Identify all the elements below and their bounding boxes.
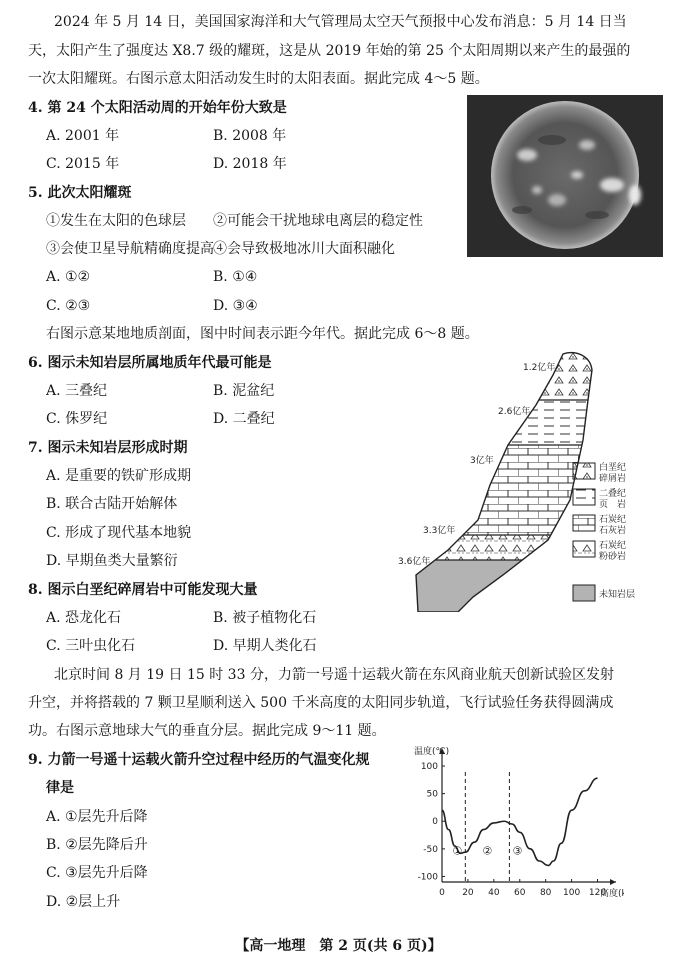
x-tick-label-6: 120 [588,888,607,898]
q7-option-a[interactable]: A. 是重要的铁矿形成期 [46,468,192,484]
geology-profile-diagram [398,350,672,612]
age-label-3: 3亿年 [470,456,494,466]
age-label-4: 3.3亿年 [423,526,456,536]
q8-option-b[interactable]: B. 被子植物化石 [213,610,317,626]
intro1-line-3: 一次太阳耀斑。右图示意太阳活动发生时的太阳表面。据此完成 4～5 题。 [28,71,489,87]
q4-option-b[interactable]: B. 2008 年 [213,128,287,144]
legend-2-line2: 页 岩 [599,500,627,510]
q9-option-c[interactable]: C. ③层先升后降 [46,865,148,881]
x-tick-label-3: 60 [514,888,526,898]
q6-option-d[interactable]: D. 二叠纪 [213,411,275,427]
x-tick-label-2: 40 [488,888,500,898]
q5-item-2: ②可能会干扰地球电离层的稳定性 [213,213,423,229]
geology-legend [573,461,635,601]
legend-1-line2: 碎屑岩 [599,474,627,484]
q9-option-d[interactable]: D. ②层上升 [46,894,121,910]
q7-option-d[interactable]: D. 早期鱼类大量繁衍 [46,553,178,569]
y-tick-label-1: -50 [423,844,438,855]
y-tick-label-2: 0 [432,817,438,828]
q8-stem: 8. 图示白垩纪碎屑岩中可能发现大量 [28,582,258,598]
legend-4-line1: 石炭纪 [599,541,627,551]
q8-option-d[interactable]: D. 早期人类化石 [213,638,317,654]
page-footer: 【高一地理 第 2 页(共 6 页)】 [235,938,442,954]
q5-option-a[interactable]: A. ①② [46,269,91,285]
x-tick-label-4: 80 [539,888,552,898]
q8-option-a[interactable]: A. 恐龙化石 [46,610,122,626]
legend-5-line1: 未知岩层 [599,590,636,600]
q7-option-c[interactable]: C. 形成了现代基本地貌 [46,525,192,541]
y-tick-label-0: -100 [417,872,438,883]
legend-3-line2: 石灰岩 [599,526,627,536]
q5-item-1: ①发生在太阳的色球层 [46,213,186,229]
x-tick-label-0: 0 [439,888,445,898]
sun-surface-image [467,95,663,257]
y-tick-label-3: 50 [426,789,438,800]
layer-label-0: ① [452,844,463,858]
x-axis-arrow [610,879,616,885]
q4-option-a[interactable]: A. 2001 年 [46,128,120,144]
x-tick-label-1: 20 [462,888,474,898]
q4-option-c[interactable]: C. 2015 年 [46,156,120,172]
intro2-text: 右图示意某地地质剖面，图中时间表示距今年代。据此完成 6～8 题。 [46,326,479,342]
q9-option-b[interactable]: B. ②层先降后升 [46,837,148,853]
age-label-1: 1.2亿年 [523,363,556,373]
q9-option-a[interactable]: A. ①层先升后降 [46,809,148,825]
y-tick-label-4: 100 [420,762,438,772]
x-tick-label-5: 100 [563,888,581,898]
intro3-line-1: 北京时间 8 月 19 日 15 时 33 分，力箭一号遥十运载火箭在东风商业航天创新试验区发射 [54,667,614,683]
q5-option-c[interactable]: C. ②③ [46,298,91,314]
atmosphere-temperature-chart [408,744,624,904]
q6-option-a[interactable]: A. 三叠纪 [46,383,108,399]
legend-1-line1: 白垩纪 [599,463,627,473]
q5-item-4: ④会导致极地冰川大面积融化 [213,241,395,257]
intro3-line-3: 功。右图示意地球大气的垂直分层。据此完成 9～11 题。 [28,723,386,739]
q4-stem: 4. 第 24 个太阳活动周的开始年份大致是 [28,100,287,116]
q9-stem-line-1: 9. 力箭一号遥十运载火箭升空过程中经历的气温变化规 [28,752,370,768]
q5-stem: 5. 此次太阳耀斑 [28,185,132,201]
layer-label-1: ② [482,844,493,858]
y-axis-label: 温度(℃) [414,747,450,757]
q7-stem: 7. 图示未知岩层形成时期 [28,440,188,456]
q7-option-b[interactable]: B. 联合古陆开始解体 [46,496,178,512]
q6-option-c[interactable]: C. 侏罗纪 [46,411,108,427]
q5-option-b[interactable]: B. ①④ [213,269,258,285]
intro1-line-1: 2024 年 5 月 14 日，美国国家海洋和大气管理局太空天气预报中心发布消息：5 月 14 日当 [54,14,627,30]
q6-option-b[interactable]: B. 泥盆纪 [213,383,275,399]
q8-option-c[interactable]: C. 三叶虫化石 [46,638,136,654]
legend-3-line1: 石炭纪 [599,515,627,525]
intro1-line-2: 天，太阳产生了强度达 X8.7 级的耀斑，这是从 2019 年始的第 25 个太阳周期以来产生的最强的 [28,43,631,59]
q9-stem-line-2: 律是 [46,780,74,796]
age-label-2: 2.6亿年 [498,407,531,417]
q5-item-3: ③会使卫星导航精确度提高 [46,241,214,257]
q4-option-d[interactable]: D. 2018 年 [213,156,287,172]
q5-option-d[interactable]: D. ③④ [213,298,258,314]
age-label-5: 3.6亿年 [398,557,431,567]
layer-label-2: ③ [512,844,523,858]
legend-2-line1: 二叠纪 [599,489,627,499]
intro3-line-2: 升空，并将搭载的 7 颗卫星顺利送入 500 千米高度的太阳同步轨道，飞行试验任务获得圆满成 [28,695,614,711]
x-axis-label: 高度( [600,889,622,899]
q6-stem: 6. 图示未知岩层所属地质年代最可能是 [28,355,272,371]
legend-4-line2: 粉砂岩 [599,552,627,562]
